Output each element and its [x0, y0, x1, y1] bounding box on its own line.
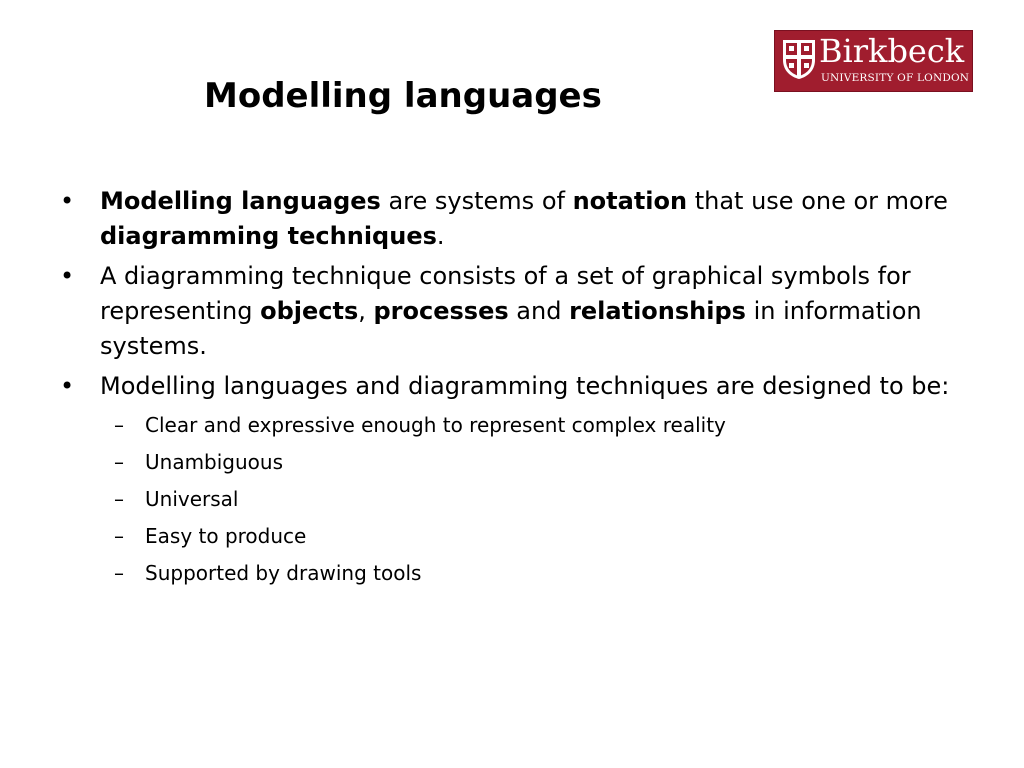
bullet-marker: • — [60, 372, 75, 400]
sub-item-text: Supported by drawing tools — [145, 561, 422, 585]
bullet-list — [60, 184, 980, 597]
logo-name: Birkbeck — [819, 32, 965, 70]
text-segment: in information systems. — [100, 297, 922, 360]
sub-item — [100, 407, 980, 444]
text-segment: and — [508, 297, 570, 325]
sub-item-text: Unambiguous — [145, 450, 284, 474]
sub-marker: – — [114, 524, 124, 548]
text-segment: are systems of — [380, 187, 573, 215]
text-segment: A diagramming technique consists of a set of graphical symbols for representing — [100, 262, 911, 325]
bold-term: objects — [260, 297, 359, 325]
sub-item — [100, 555, 980, 592]
sub-marker: – — [114, 487, 124, 511]
sub-item — [100, 444, 980, 481]
bullet-text — [100, 187, 948, 250]
bullet-item — [60, 184, 980, 254]
bold-term: processes — [373, 297, 509, 325]
slide-title: Modelling languages — [204, 76, 602, 116]
text-segment: Modelling languages and diagramming techniques are designed to be: — [100, 372, 950, 400]
text-segment: that use one or more — [687, 187, 948, 215]
bullet-marker: • — [60, 262, 75, 290]
crest-icon — [781, 38, 817, 80]
sub-marker: – — [114, 561, 124, 585]
text-segment: . — [436, 222, 445, 250]
sub-list — [100, 407, 980, 592]
sub-marker: – — [114, 450, 124, 474]
text-segment: , — [358, 297, 374, 325]
bullet-marker: • — [60, 187, 75, 215]
bullet-text — [100, 262, 922, 360]
bold-term: diagramming techniques — [100, 222, 437, 250]
birkbeck-logo — [774, 30, 973, 92]
bold-term: relationships — [569, 297, 746, 325]
logo-subtitle: UNIVERSITY OF LONDON — [821, 72, 970, 84]
bullet-item — [60, 369, 980, 592]
sub-item — [100, 481, 980, 518]
bullet-text — [100, 372, 949, 400]
sub-item — [100, 518, 980, 555]
bullet-item — [60, 259, 980, 364]
sub-item-text: Easy to produce — [145, 524, 307, 548]
sub-item-text: Clear and expressive enough to represent complex reality — [145, 413, 726, 437]
bold-term: Modelling languages — [100, 187, 381, 215]
bold-term: notation — [572, 187, 688, 215]
sub-marker: – — [114, 413, 124, 437]
sub-item-text: Universal — [145, 487, 239, 511]
